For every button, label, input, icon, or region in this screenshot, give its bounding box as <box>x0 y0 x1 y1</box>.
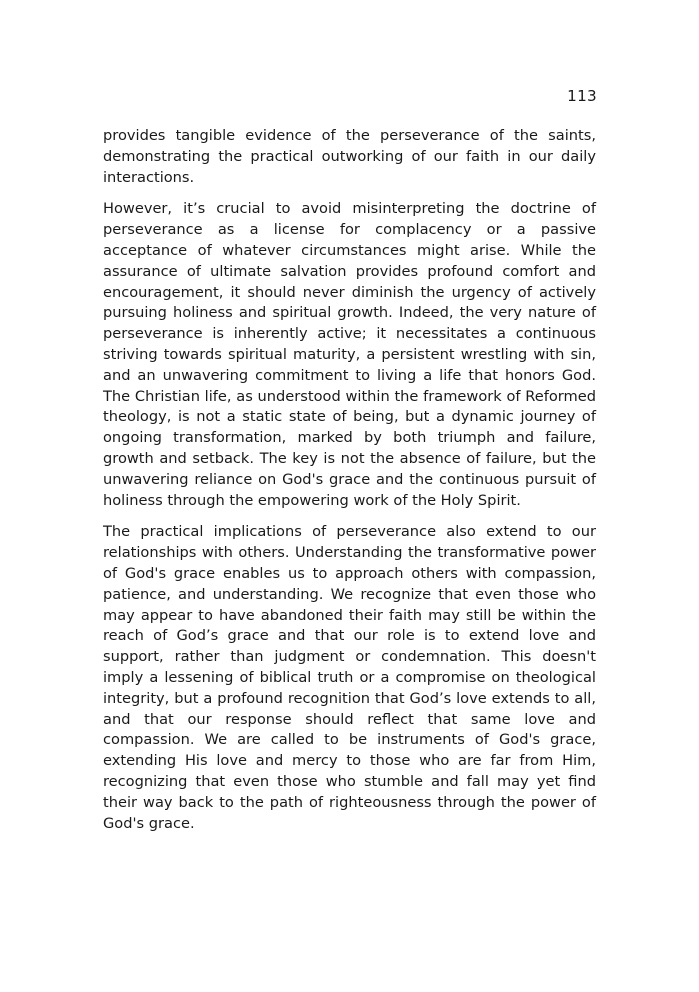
paragraph-1: provides tangible evidence of the perseverance of the saints, demonstrating the practical outworking of our faith in our daily interactions. <box>103 127 596 186</box>
body-text <box>103 126 596 845</box>
page-number: 113 <box>567 87 597 105</box>
paragraph-2: However, it’s crucial to avoid misinterpreting the doctrine of perseverance as a license for complacency or a passive acceptance of whatever circumstances might arise. While the assurance of ultimate salvation provides profound comfort and encouragement, it should never diminish the urgency of actively pursuing holiness and spiritual growth. Indeed, the very nature of perseverance is inherently active; it necessitates a continuous striving towards spiritual maturity, a persistent wrestling with sin, and an unwavering commitment to living a life that honors God. The Christian life, as understood within the framework of Reformed theology, is not a static state of being, but a dynamic journey of ongoing transformation, marked by both triumph and failure, growth and setback. The key is not the absence of failure, but the unwavering reliance on God's grace and the continuous pursuit of holiness through the empowering work of the Holy Spirit. <box>103 200 596 509</box>
paragraph-3: The practical implications of perseverance also extend to our relationships with others. Understanding the transformative power of God's grace enables us to approach others with compassion, patience, and understanding. We recognize that even those who may appear to have abandoned their faith may still be within the reach of God’s grace and that our role is to extend love and support, rather than judgment or condemnation. This doesn't imply a lessening of biblical truth or a compromise on theological integrity, but a profound recognition that God’s love extends to all, and that our response should reflect that same love and compassion. We are called to be instruments of God's grace, extending His love and mercy to those who are far from Him, recognizing that even those who stumble and fall may yet find their way back to the path of righteousness through the power of God's grace. <box>103 523 596 832</box>
